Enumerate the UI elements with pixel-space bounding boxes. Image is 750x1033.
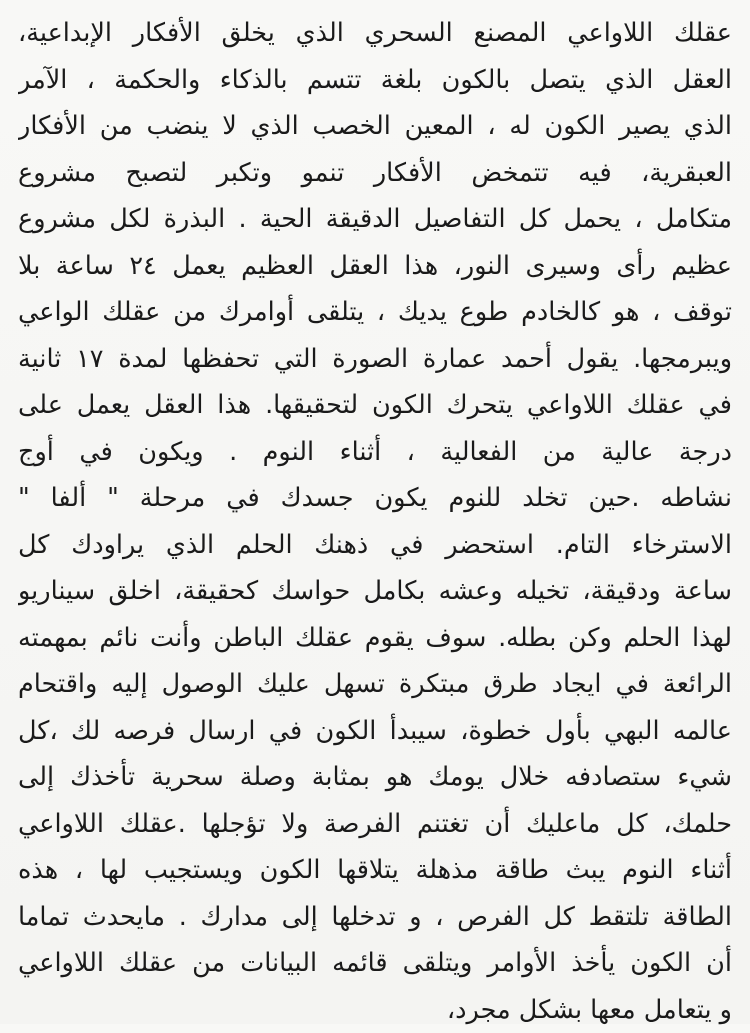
text-line: و يتعامل معها بشكل مجرد، bbox=[18, 987, 732, 1033]
text-line: الذي يصير الكون له ، المعين الخصب الذي لا ينضب من الأفكار bbox=[18, 103, 732, 150]
text-line: العبقرية، فيه تتمخض الأفكار تنمو وتكبر لتصبح مشروع bbox=[18, 150, 732, 197]
text-line: أن الكون يأخذ الأوامر ويتلقى قائمه البيانات من عقلك اللاواعي bbox=[18, 940, 732, 987]
text-line: ساعة ودقيقة، تخيله وعشه بكامل حواسك كحقيقة، اخلق سيناريو bbox=[18, 568, 732, 615]
text-line: لهذا الحلم وكن بطله. سوف يقوم عقلك الباطن وأنت نائم بمهمته bbox=[18, 615, 732, 662]
text-line: أثناء النوم يبث طاقة مذهلة يتلاقها الكون ويستجيب لها ، هذه bbox=[18, 847, 732, 894]
text-line: نشاطه .حين تخلد للنوم يكون جسدك في مرحلة " ألفا " bbox=[18, 475, 732, 522]
arabic-text-body bbox=[18, 10, 732, 1033]
text-line: في عقلك اللاواعي يتحرك الكون لتحقيقها. هذا العقل يعمل على bbox=[18, 382, 732, 429]
text-line: متكامل ، يحمل كل التفاصيل الدقيقة الحية . البذرة لكل مشروع bbox=[18, 196, 732, 243]
text-line: الرائعة في ايجاد طرق مبتكرة تسهل عليك الوصول إليه واقتحام bbox=[18, 661, 732, 708]
text-line: عالمه البهي بأول خطوة، سيبدأ الكون في ارسال فرصه لك ،كل bbox=[18, 708, 732, 755]
text-line: عقلك اللاواعي المصنع السحري الذي يخلق الأفكار الإبداعية، bbox=[18, 10, 732, 57]
text-line: شيء ستصادفه خلال يومك هو بمثابة وصلة سحرية تأخذك إلى bbox=[18, 754, 732, 801]
text-line: ويبرمجها. يقول أحمد عمارة الصورة التي تحفظها لمدة ١٧ ثانية bbox=[18, 336, 732, 383]
text-line: توقف ، هو كالخادم طوع يديك ، يتلقى أوامرك من عقلك الواعي bbox=[18, 289, 732, 336]
text-line: الاسترخاء التام. استحضر في ذهنك الحلم الذي يراودك كل bbox=[18, 522, 732, 569]
text-line: عظيم رأى وسيرى النور، هذا العقل العظيم يعمل ٢٤ ساعة بلا bbox=[18, 243, 732, 290]
text-line: درجة عالية من الفعالية ، أثناء النوم . ويكون في أوج bbox=[18, 429, 732, 476]
text-line: الطاقة تلتقط كل الفرص ، و تدخلها إلى مدارك . مايحدث تماما bbox=[18, 894, 732, 941]
text-line: العقل الذي يتصل بالكون بلغة تتسم بالذكاء والحكمة ، الآمر bbox=[18, 57, 732, 104]
text-line: حلمك، كل ماعليك أن تغتنم الفرصة ولا تؤجلها .عقلك اللاواعي bbox=[18, 801, 732, 848]
